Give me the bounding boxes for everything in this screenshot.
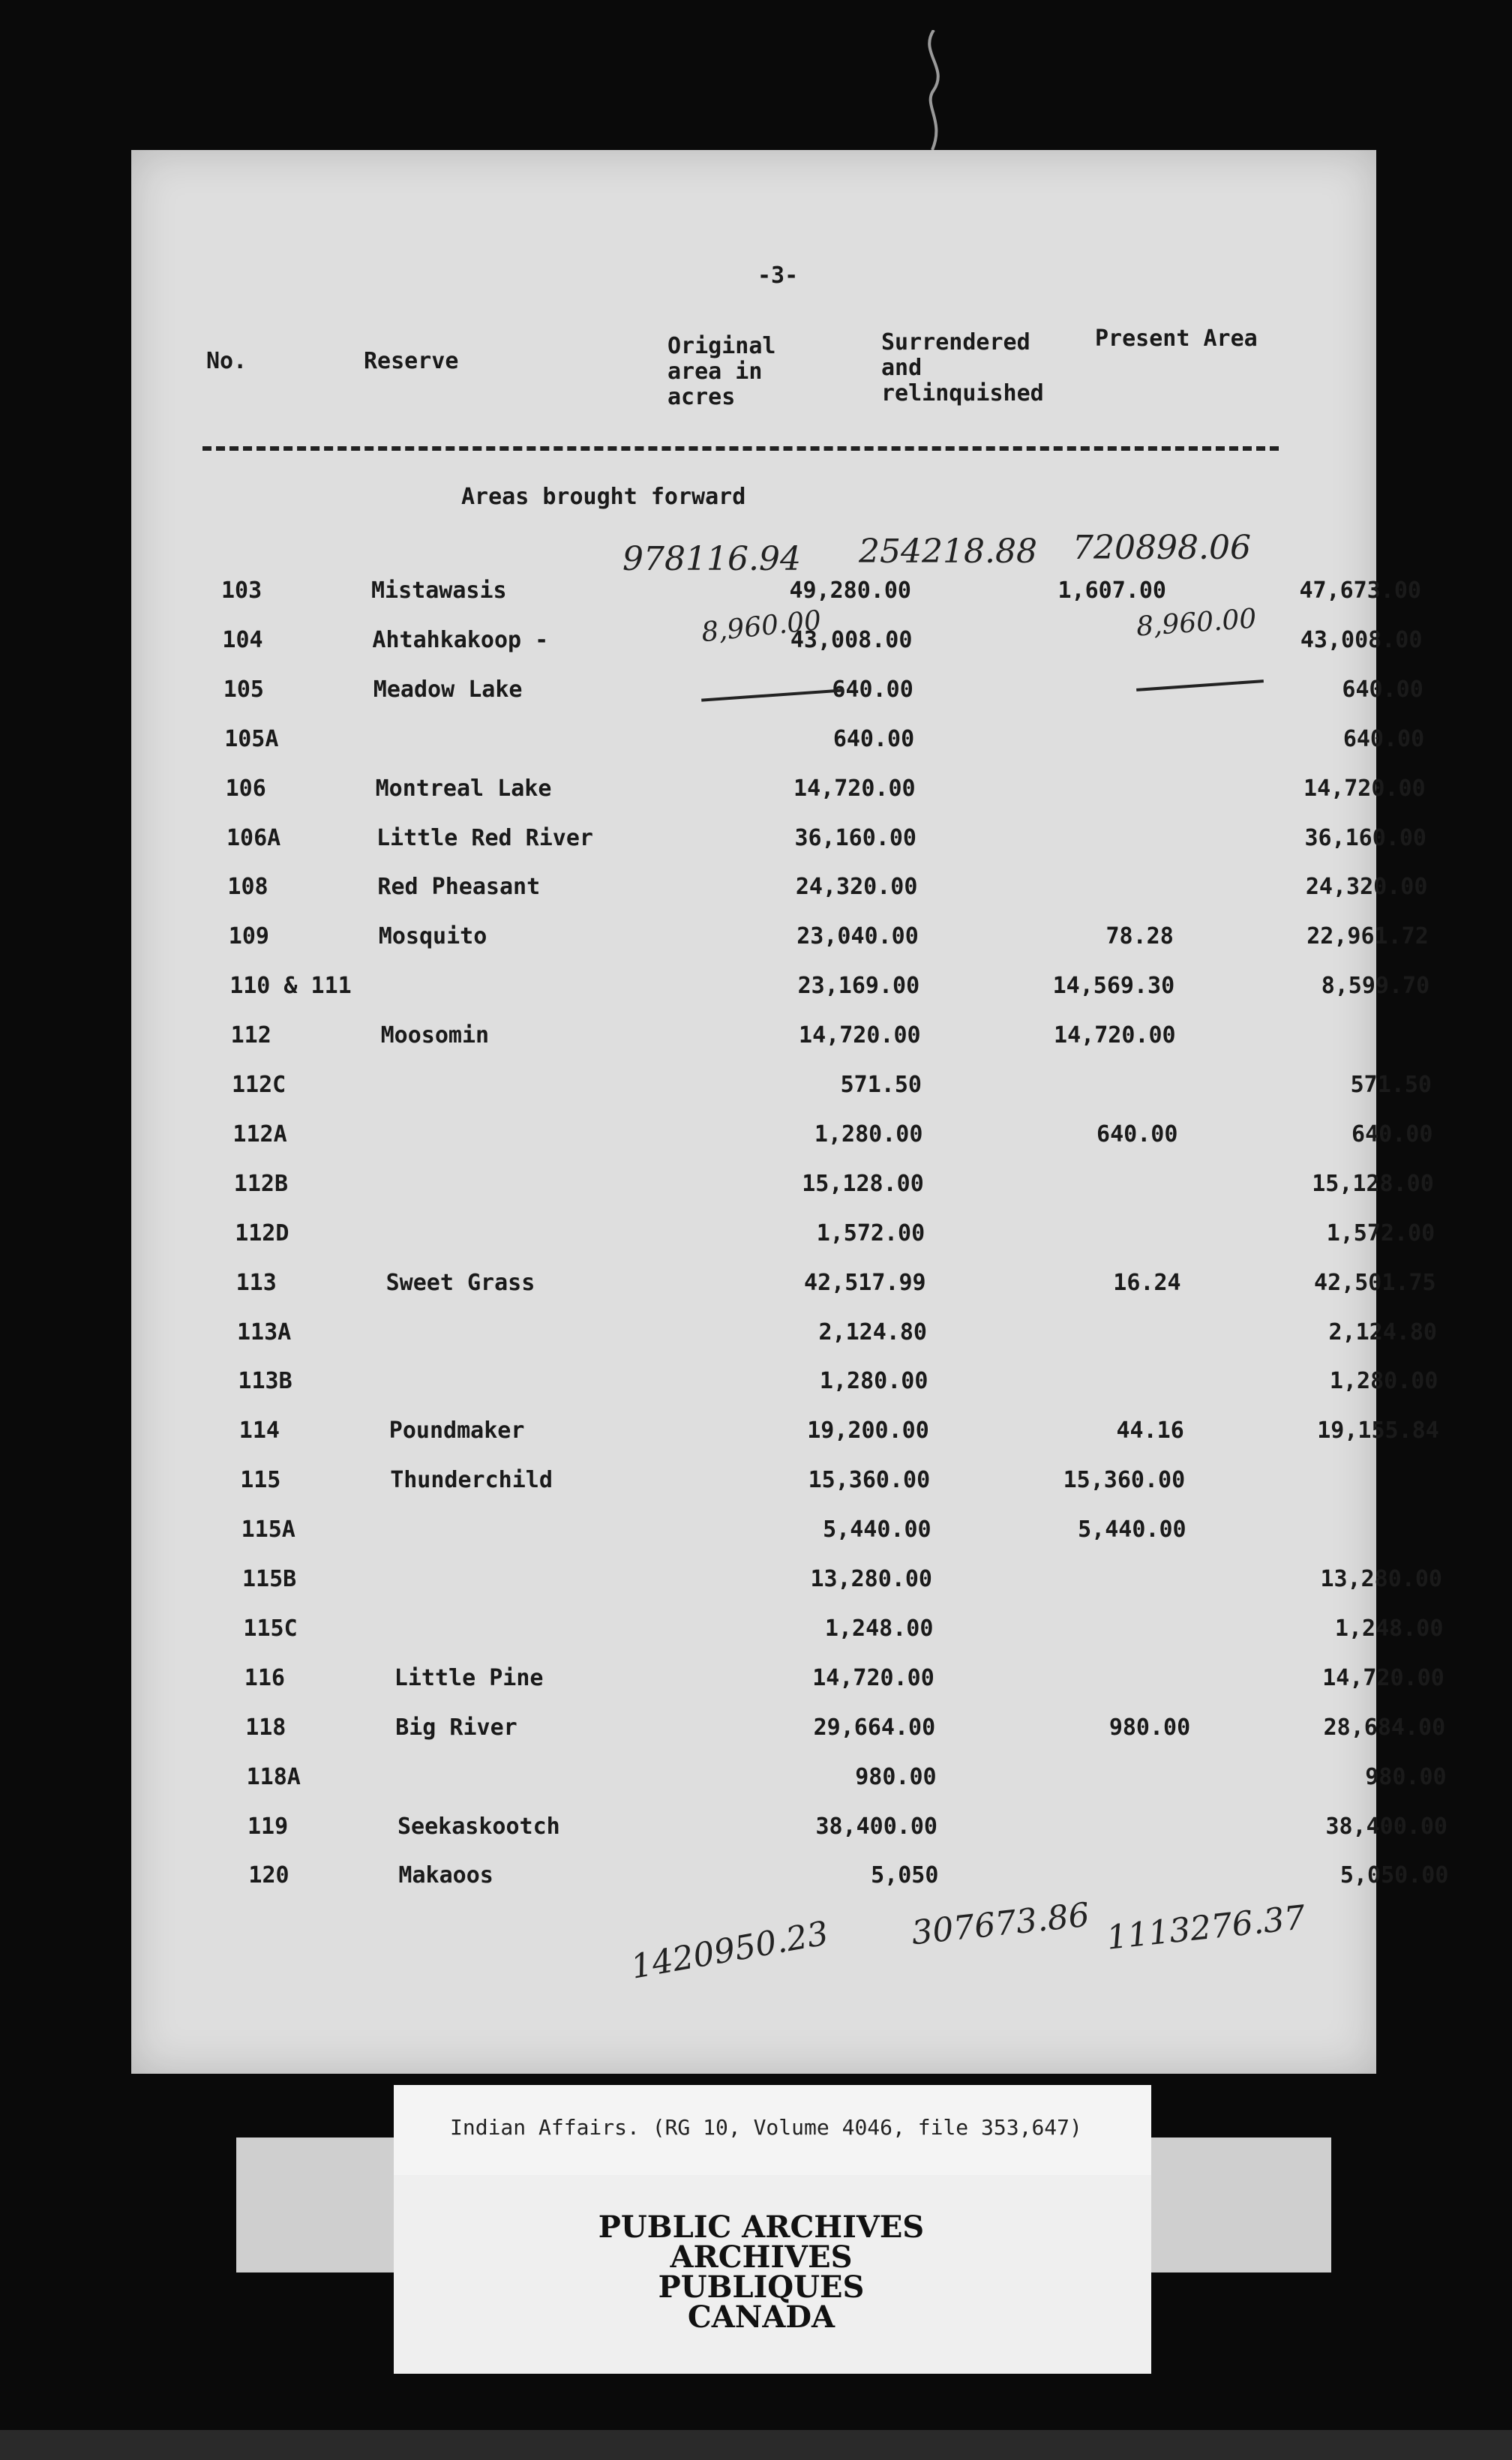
reserve-number: 112A [232,1120,287,1148]
original-area: 14,720.00 [794,775,916,802]
present-area: 22,961.72 [1306,923,1429,950]
archive-stamp-card [394,2175,1151,2374]
table-row [247,1764,1447,1794]
reserve-number: 110 & 111 [230,973,352,1000]
reserve-name: Big River [395,1714,518,1741]
original-area: 1,280.00 [814,1120,923,1148]
original-area: 23,040.00 [796,923,919,950]
surrendered-area: 1,607.00 [1058,578,1166,604]
present-area: 640.00 [1342,725,1425,752]
table-row [226,776,1426,806]
reserve-number: 115A [241,1516,296,1544]
original-area: 2,124.80 [818,1318,927,1346]
reserve-name: Mistawasis [371,578,507,604]
table-row [239,1418,1439,1448]
paper-clip-wire [911,30,956,150]
reserve-number: 116 [244,1664,285,1691]
table-row [232,1072,1432,1102]
handwritten-forward-present: 720898.06 [1072,529,1251,567]
reserve-number: 109 [228,923,269,950]
reserve-name: Poundmaker [388,1418,525,1444]
table-row [229,923,1429,953]
page-number: -3- [758,262,799,289]
table-row [226,825,1426,855]
reserve-name: Red Pheasant [377,874,541,901]
present-area: 13,280.00 [1320,1566,1442,1592]
present-area: 1,572.00 [1326,1220,1436,1246]
header-original-area: Original area in acres [668,333,776,410]
original-area: 640.00 [832,676,914,703]
reserve-name: Little Red River [376,824,593,851]
reserve-number: 119 [248,1813,289,1840]
surrendered-area: 980.00 [1108,1714,1191,1741]
table-row [242,1516,1442,1546]
reserve-number: 112 [230,1022,272,1049]
handwritten-total-original: 1420950.23 [628,1914,832,1987]
reserve-name: Ahtahkakoop - [372,626,549,653]
surrendered-area: 640.00 [1096,1120,1178,1148]
present-area: 19,155.84 [1317,1418,1439,1444]
table-row [245,1714,1445,1744]
reserve-number: 105 [223,676,264,703]
original-area: 1,280.00 [819,1368,928,1395]
reserve-name: Thunderchild [390,1467,553,1494]
handwritten-total-present: 1113276.37 [1105,1898,1307,1958]
table-row [244,1665,1444,1695]
table-row [242,1566,1442,1596]
original-area: 23,169.00 [797,973,920,1000]
reserve-number: 115C [243,1615,298,1642]
present-area: 640.00 [1342,676,1424,703]
reserve-name: Makaoos [398,1862,494,1889]
table-row [231,1022,1431,1052]
present-area: 640.00 [1352,1120,1433,1148]
reserve-number: 115 [240,1467,281,1494]
handwritten-correction-original: 8,960.00 [700,604,824,649]
handwritten-total-surrendered: 307673.86 [909,1895,1091,1953]
reserve-number: 114 [238,1418,280,1444]
handwritten-forward-original: 978116.94 [622,540,801,578]
original-area: 38,400.00 [815,1813,938,1840]
reserve-number: 115B [242,1566,297,1592]
reserve-name: Meadow Lake [373,676,523,703]
stamp-line-1: PUBLIC ARCHIVES [598,2210,925,2245]
reserve-number: 112C [232,1072,286,1098]
archive-reference-text: Indian Affairs. (RG 10, Volume 4046, file 353,647) [450,2115,1082,2140]
reserve-number: 118A [246,1763,301,1790]
table-row [224,726,1424,756]
original-area: 29,664.00 [813,1714,936,1741]
present-area: 5,050.00 [1340,1862,1449,1889]
original-area: 36,160.00 [794,824,916,851]
reserve-number: 120 [248,1862,290,1889]
reserve-name: Little Pine [394,1664,544,1691]
present-area: 14,720.00 [1304,775,1426,802]
surrendered-area: 78.28 [1106,923,1174,950]
original-area: 19,200.00 [807,1418,929,1444]
surrendered-area: 14,720.00 [1054,1022,1176,1049]
table-row [221,578,1421,608]
reserve-number: 112D [235,1220,290,1246]
original-area: 15,360.00 [808,1467,931,1494]
table-row [232,1121,1432,1151]
reserve-number: 113 [236,1269,277,1296]
original-area: 14,720.00 [799,1022,921,1049]
present-area: 36,160.00 [1304,824,1426,851]
table-row [248,1862,1448,1892]
reserve-name: Seekaskootch [398,1813,560,1840]
present-area: 47,673.00 [1299,578,1421,604]
original-area: 571.50 [840,1072,922,1098]
public-archives-stamp [566,2210,956,2335]
header-reserve: Reserve [364,348,459,374]
present-area: 14,720.00 [1322,1664,1444,1691]
present-area: 1,248.00 [1334,1615,1444,1642]
surrendered-area: 5,440.00 [1078,1516,1186,1544]
present-area: 980.00 [1365,1763,1447,1790]
table-row [236,1270,1436,1300]
original-area: 43,008.00 [790,626,913,653]
stamp-line-2: ARCHIVES PUBLIQUES [658,2240,865,2305]
table-row [248,1814,1448,1844]
handwritten-correction-present: 8,960.00 [1135,603,1258,643]
scan-bottom-edge [0,2430,1512,2460]
original-area: 24,320.00 [795,874,918,901]
table-row [237,1319,1437,1349]
handwritten-forward-surrendered: 254218.88 [859,532,1037,571]
original-area: 980.00 [855,1763,937,1790]
present-area: 2,124.80 [1328,1318,1437,1346]
header-divider [202,446,1279,451]
reserve-name: Mosquito [378,923,488,950]
reserve-name: Montreal Lake [375,775,552,802]
original-area: 42,517.99 [804,1269,926,1296]
stamp-line-3: CANADA [687,2300,836,2335]
original-area: 640.00 [832,725,915,752]
table-row [238,1368,1438,1398]
surrendered-area: 14,569.30 [1052,973,1175,1000]
reserve-number: 118 [245,1714,286,1741]
original-area: 15,128.00 [802,1170,924,1197]
present-area: 43,008.00 [1300,626,1423,653]
table-row [230,973,1430,1003]
reserve-number: 108 [227,874,268,901]
present-area: 42,501.75 [1314,1269,1436,1296]
reserve-number: 106 [225,775,266,802]
present-area: 571.50 [1350,1072,1432,1098]
reserve-number: 113B [238,1368,292,1395]
reserve-number: 106A [226,824,281,851]
original-area: 14,720.00 [812,1664,934,1691]
surrendered-area: 16.24 [1113,1269,1181,1296]
table-row [234,1171,1434,1201]
table-row [240,1467,1440,1497]
present-area: 15,128.00 [1312,1170,1434,1197]
reserve-name: Sweet Grass [386,1269,536,1296]
original-area: 5,050 [871,1862,939,1889]
surrendered-area: 44.16 [1116,1418,1184,1444]
table-row [227,874,1427,904]
present-area: 1,280.00 [1329,1368,1438,1395]
areas-brought-forward: Areas brought forward [461,484,746,510]
reserve-name: Moosomin [380,1022,490,1049]
reserve-number: 103 [221,578,262,604]
reserve-number: 113A [237,1318,292,1346]
original-area: 1,572.00 [816,1220,926,1246]
header-present-area: Present Area [1095,326,1258,352]
document-page [131,150,1449,2074]
header-no: No. [206,348,248,374]
original-area: 5,440.00 [823,1516,932,1544]
present-area: 38,400.00 [1325,1813,1448,1840]
original-area: 13,280.00 [810,1566,932,1592]
reserve-number: 104 [222,626,263,653]
table-row [235,1220,1435,1250]
reserve-number: 105A [224,725,279,752]
present-area: 24,320.00 [1305,874,1428,901]
original-area: 1,248.00 [824,1615,934,1642]
table-row [243,1616,1443,1646]
original-area: 49,280.00 [789,578,911,604]
reserve-number: 112B [233,1170,289,1197]
surrendered-area: 15,360.00 [1063,1467,1186,1494]
present-area: 8,599.70 [1321,973,1430,1000]
present-area: 28,684.00 [1323,1714,1446,1741]
header-surrendered: Surrendered and relinquished [881,329,1044,406]
